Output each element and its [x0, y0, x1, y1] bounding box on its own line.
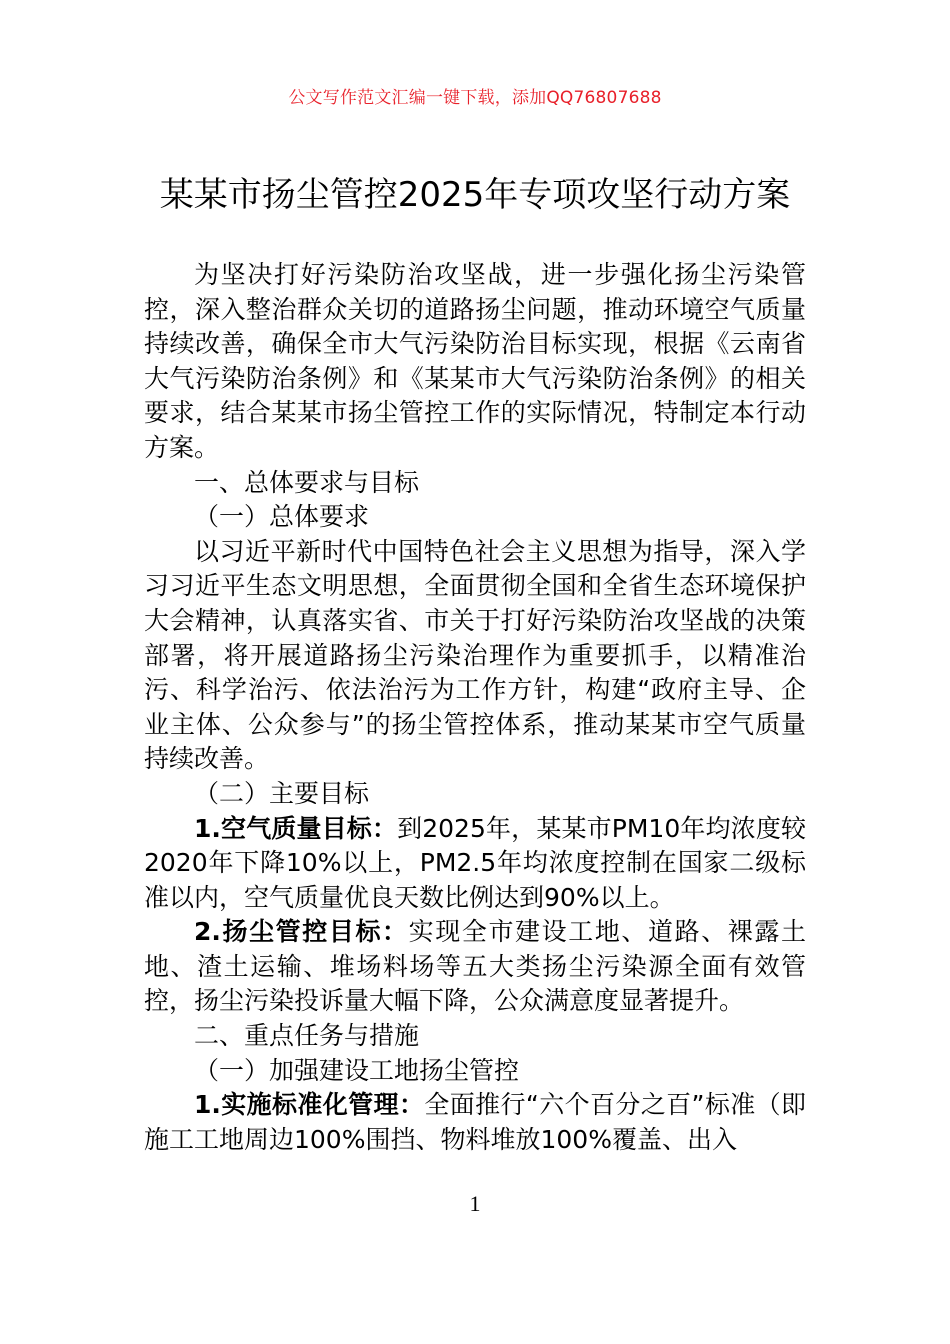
- goal-1-label: 1.空气质量目标：: [194, 813, 398, 843]
- task-1-label: 1.实施标准化管理：: [194, 1090, 425, 1120]
- goal-1-text: 到2025年，某某市PM10年均浓度较2020年下降10%以上，PM2.5年均浓度控制在国家二级标准以内，空气质量优良天数比例达到90%以上。: [144, 813, 806, 912]
- goal-2-label: 2.扬尘管控目标：: [194, 917, 409, 947]
- goal-2-text: 实现全市建设工地、道路、裸露土地、渣土运输、堆场料场等五大类扬尘污染源全面有效管控，扬尘污染投诉量大幅下降，公众满意度显著提升。: [144, 917, 806, 1016]
- intro-paragraph: 为坚决打好污染防治攻坚战，进一步强化扬尘污染管控，深入整治群众关切的道路扬尘问题，推动环境空气质量持续改善，确保全市大气污染防治目标实现，根据《云南省大气污染防治条例》和《某某市大气污染防治条例》的相关要求，结合某某市扬尘管控工作的实际情况，特制定本行动方案。: [144, 260, 806, 462]
- requirements-paragraph: 以习近平新时代中国特色社会主义思想为指导，深入学习习近平生态文明思想，全面贯彻全国和全省生态环境保护大会精神，认真落实省、市关于打好污染防治攻坚战的决策部署，将开展道路扬尘污染治理作为重要抓手，以精准治污、科学治污、依法治污为工作方针，构建“政府主导、企业主体、公众参与”的扬尘管控体系，推动某某市空气质量持续改善。: [144, 536, 806, 774]
- goal-1-paragraph: [144, 812, 806, 916]
- task-1-paragraph: [144, 1088, 806, 1157]
- section-heading-1: 一、总体要求与目标: [194, 467, 420, 497]
- section-heading-2: 二、重点任务与措施: [194, 1021, 420, 1051]
- task-1-text: 全面推行“六个百分之百”标准（即施工工地周边100%围挡、物料堆放100%覆盖、出入: [144, 1090, 806, 1154]
- watermark-banner: 公文写作范文汇编一键下载，添加QQ76807688: [288, 88, 662, 108]
- document-title: 某某市扬尘管控2025年专项攻坚行动方案: [159, 175, 791, 215]
- page-number: 1: [469, 1191, 481, 1216]
- goal-2-paragraph: [144, 915, 806, 1019]
- subsection-heading-2-1: （一）加强建设工地扬尘管控: [194, 1055, 520, 1085]
- document-body: [144, 258, 806, 1157]
- subsection-heading-1-2: （二）主要目标: [194, 778, 370, 808]
- subsection-heading-1-1: （一）总体要求: [194, 502, 370, 532]
